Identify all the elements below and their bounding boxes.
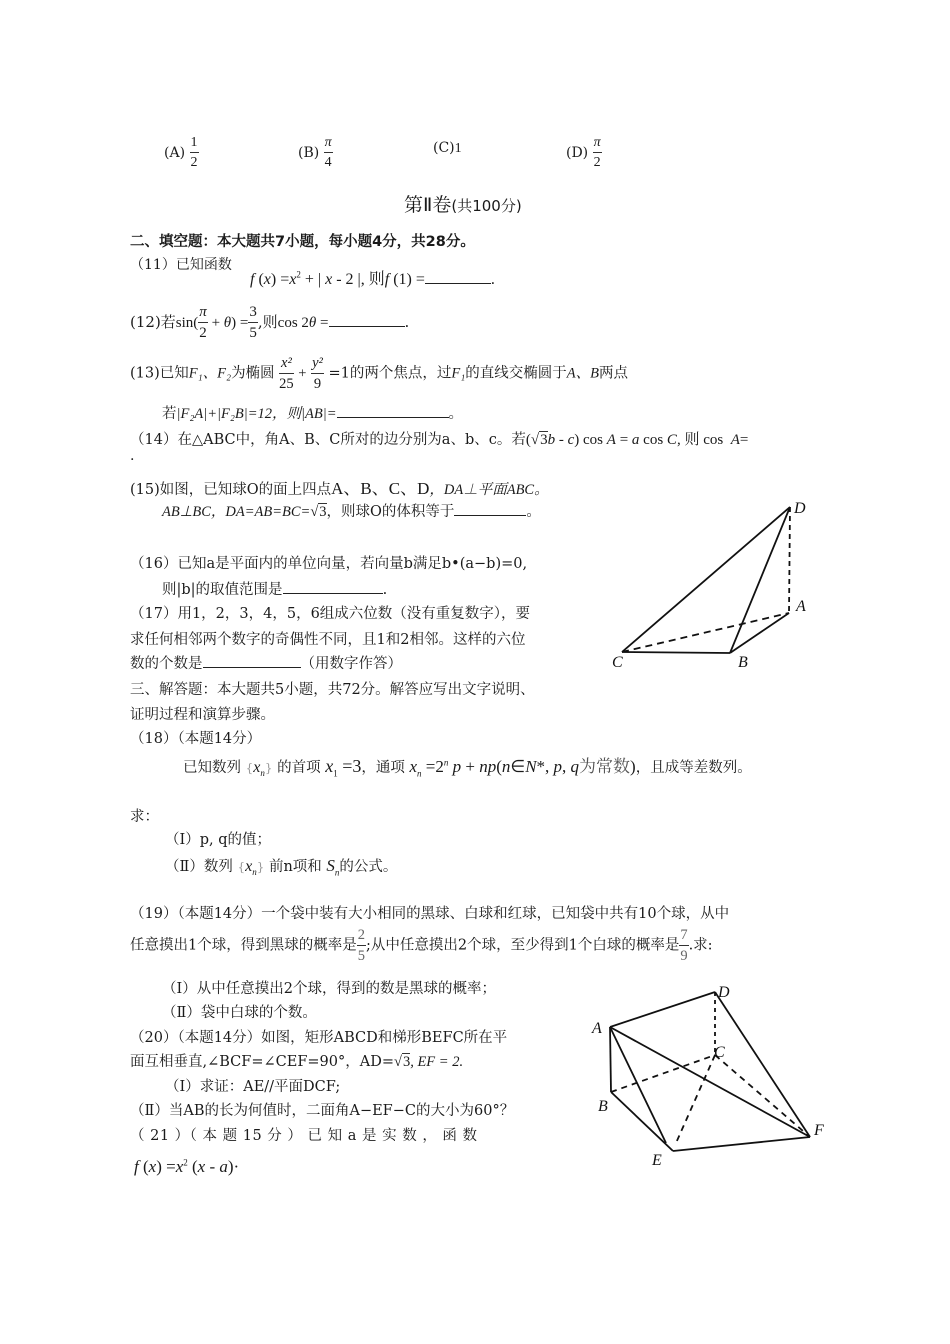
question-18-part1: （Ⅰ）p, q的值； <box>165 832 272 848</box>
choice-b: (B) $\frac{\pi}{4}$ <box>298 135 332 170</box>
question-16-line2: 则|b|的取值范围是 . <box>162 582 388 598</box>
choice-c: (C)1 <box>433 140 462 156</box>
question-21-formula: f $(x) =x^2$ (x - a)· <box>134 1157 240 1176</box>
answer-blank[interactable] <box>329 325 405 327</box>
question-15: (15)如图，已知球O的面上四点A、B、C、D，DA⊥平面ABC。 <box>130 479 549 498</box>
question-14-end: . <box>130 448 135 464</box>
question-16: （16）已知a是平面内的单位向量，若向量b满足b•(a−b)=0, <box>130 556 528 572</box>
question-15-line2: AB⊥BC，DA=AB=BC=√3，则球O的体积等于 。 <box>162 504 541 520</box>
label-f: F <box>814 1122 824 1139</box>
question-13: (13)已知F₁、F₂为椭圆 $\frac{\text{x²}}{25}$ + $\frac{\text{y²}}{9}$ =1的两个焦点，过F₁的直线交椭圆于A、B两点 <box>130 355 628 392</box>
label-a: A <box>592 1020 602 1037</box>
label-d: D <box>794 500 806 517</box>
label-b: B <box>738 654 748 671</box>
question-19: （19）（本题14分）一个袋中装有大小相同的黑球、白球和红球，已知袋中共有10个球，从中 <box>130 906 730 922</box>
fraction: $\frac{\pi}{2}$ <box>593 135 601 170</box>
answer-blank[interactable] <box>425 282 491 284</box>
figure-solid-abcdef <box>588 975 833 1170</box>
section-heading-fill-in: 二、填空题：本大题共7小题，每小题4分，共28分。 <box>130 234 475 250</box>
question-20-line2: 面互相垂直,∠BCF=∠CEF=90°，AD=√3, EF = 2. <box>130 1054 464 1070</box>
label-e: E <box>652 1152 662 1169</box>
question-21: （ 21 ）（ 本 题 15 分 ） 已 知 a 是 实 数 ， 函 数 <box>130 1128 478 1144</box>
question-20-part2: （Ⅱ）当AB的长为何值时，二面角A−EF−C的大小为60°？ <box>130 1103 515 1119</box>
question-18: 已知数列 $\{x_n\}$ 的首项 $x_1 =3$，通项 $x_n =2^n$ p + np(n∈N*, p, q为常数)，且成等差数列。 <box>183 756 752 779</box>
label-b: B <box>598 1098 608 1115</box>
question-17: （17）用1，2，3，4，5，6组成六位数（没有重复数字），要 <box>130 606 531 622</box>
label-d: D <box>718 984 730 1001</box>
choice-d: (D) $\frac{\pi}{2}$ <box>566 135 601 170</box>
question-11-formula: f $(x) =x^2$ + | x - 2 |, 则f (1) = . <box>250 269 495 288</box>
question-17-line2: 求任何相邻两个数字的奇偶性不同，且1和2相邻。这样的六位 <box>130 632 526 648</box>
question-19-part1: （Ⅰ）从中任意摸出2个球，得到的数是黑球的概率； <box>162 981 496 997</box>
question-13-line2: 若|F₂A|+|F₂B|=12，则|AB|= 。 <box>162 406 463 422</box>
fraction: $\frac{\pi}{4}$ <box>324 135 332 170</box>
answer-blank[interactable] <box>203 666 301 668</box>
choice-a: (A) $\frac{1}{2}$ <box>164 135 198 170</box>
question-14: （14）在△ABC中，角A、B、C所对的边分别为a、b、c。若(√3b - c) cos A = a cos C, 则 cos A= <box>130 432 749 448</box>
question-19-part2: （Ⅱ）袋中白球的个数。 <box>162 1005 317 1021</box>
section-heading-solutions: 三、解答题：本大题共5小题，共72分。解答应写出文字说明、 <box>130 682 535 698</box>
section-heading-solutions-line2: 证明过程和演算步骤。 <box>130 707 275 723</box>
answer-blank[interactable] <box>283 592 383 594</box>
label-c: C <box>714 1044 725 1061</box>
question-11: （11）已知函数 <box>130 257 232 273</box>
question-18-head: （18）（本题14分） <box>130 731 262 747</box>
question-20-part1: （Ⅰ）求证：AE//平面DCF; <box>165 1079 341 1095</box>
question-18-ask: 求： <box>130 809 159 825</box>
question-18-part2: （Ⅱ）数列 $\{x_n\}$ 前n项和 $S_n$的公式。 <box>165 856 398 878</box>
question-12: (12)若sin( $\frac{\pi}{2}$ + θ) = $\frac{3}{5}$ ,则cos 2θ = . <box>130 304 410 341</box>
label-a: A <box>796 598 806 615</box>
question-19-line2: 任意摸出1个球，得到黑球的概率是 $\frac{2}{5}$ ;从中任意摸出2个球，至少得到1个白球的概率是 $\frac{7}{9}$ .求: <box>130 927 713 964</box>
figure-tetrahedron <box>610 495 835 675</box>
question-20: （20）（本题14分）如图，矩形ABCD和梯形BEFC所在平 <box>130 1030 508 1046</box>
answer-blank[interactable] <box>454 514 526 516</box>
fraction: $\frac{1}{2}$ <box>190 135 198 170</box>
part-title: 第Ⅱ卷(共100分) <box>404 194 522 216</box>
label-c: C <box>612 654 623 671</box>
answer-blank[interactable] <box>337 416 449 418</box>
question-17-line3: 数的个数是 （用数字作答） <box>130 656 402 672</box>
